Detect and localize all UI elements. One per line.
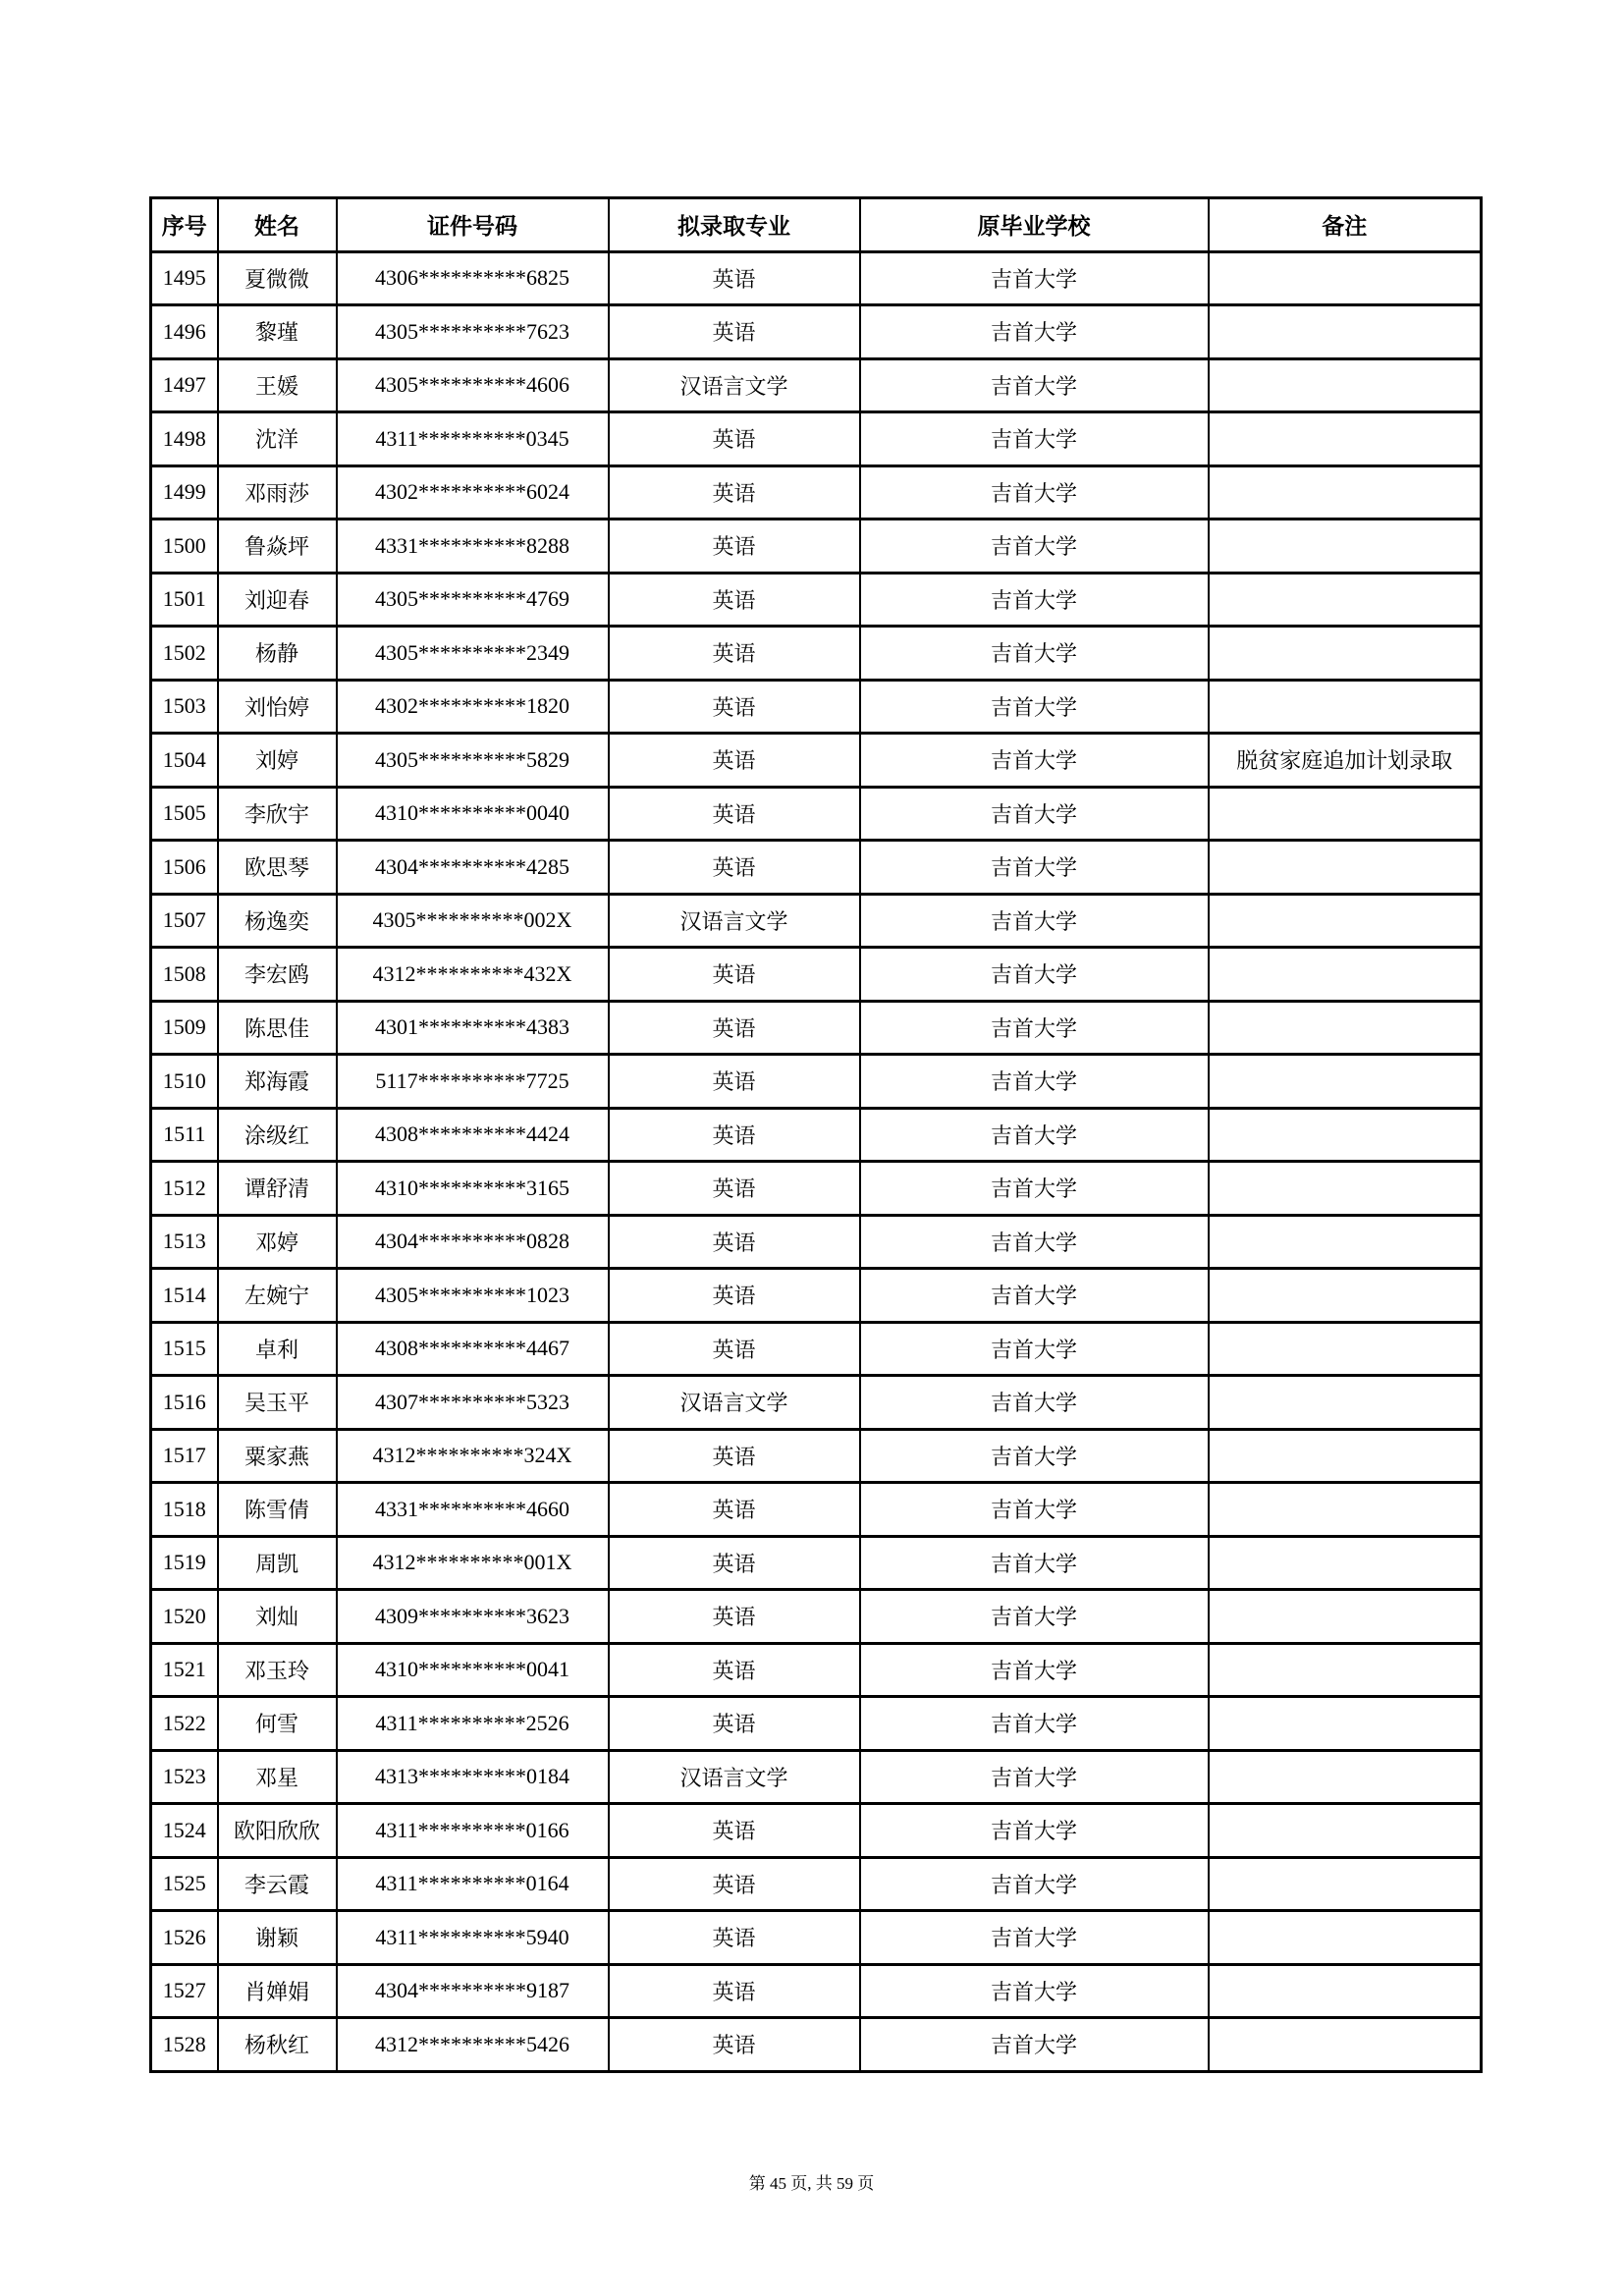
cell-id: 4305**********2349 [337, 627, 609, 681]
table-row [151, 305, 1482, 359]
cell-school: 吉首大学 [860, 1269, 1209, 1323]
cell-major: 英语 [609, 305, 860, 359]
cell-remark [1209, 1429, 1482, 1483]
cell-remark [1209, 1269, 1482, 1323]
table-body [151, 251, 1482, 2071]
cell-major: 英语 [609, 1483, 860, 1537]
cell-remark [1209, 1697, 1482, 1751]
cell-remark [1209, 948, 1482, 1002]
cell-id: 4302**********6024 [337, 465, 609, 519]
cell-id: 4312**********5426 [337, 2018, 609, 2072]
cell-school: 吉首大学 [860, 680, 1209, 734]
cell-seq: 1526 [151, 1911, 218, 1965]
cell-remark [1209, 1536, 1482, 1590]
cell-school: 吉首大学 [860, 1964, 1209, 2018]
cell-id: 4305**********7623 [337, 305, 609, 359]
cell-id: 4309**********3623 [337, 1590, 609, 1644]
table-row [151, 412, 1482, 466]
cell-name: 周凯 [218, 1536, 337, 1590]
cell-school: 吉首大学 [860, 787, 1209, 841]
cell-major: 英语 [609, 787, 860, 841]
cell-school: 吉首大学 [860, 1536, 1209, 1590]
cell-remark [1209, 1108, 1482, 1162]
cell-major: 英语 [609, 465, 860, 519]
cell-major: 英语 [609, 251, 860, 305]
cell-seq: 1498 [151, 412, 218, 466]
cell-name: 欧思琴 [218, 841, 337, 895]
cell-id: 4313**********0184 [337, 1750, 609, 1804]
table-row [151, 1108, 1482, 1162]
cell-major: 英语 [609, 1108, 860, 1162]
table-row [151, 358, 1482, 412]
cell-seq: 1512 [151, 1162, 218, 1216]
cell-seq: 1506 [151, 841, 218, 895]
cell-name: 卓利 [218, 1322, 337, 1376]
table-row [151, 1643, 1482, 1697]
cell-major: 英语 [609, 1055, 860, 1109]
cell-school: 吉首大学 [860, 412, 1209, 466]
cell-seq: 1508 [151, 948, 218, 1002]
table-row [151, 1857, 1482, 1911]
cell-remark [1209, 1162, 1482, 1216]
cell-seq: 1520 [151, 1590, 218, 1644]
cell-seq: 1503 [151, 680, 218, 734]
cell-remark [1209, 1001, 1482, 1055]
cell-id: 4310**********0041 [337, 1643, 609, 1697]
cell-school: 吉首大学 [860, 1376, 1209, 1430]
cell-major: 英语 [609, 1804, 860, 1858]
table-row [151, 1162, 1482, 1216]
table-row [151, 1215, 1482, 1269]
cell-seq: 1527 [151, 1964, 218, 2018]
cell-name: 沈洋 [218, 412, 337, 466]
cell-name: 郑海霞 [218, 1055, 337, 1109]
cell-major: 英语 [609, 1429, 860, 1483]
cell-seq: 1501 [151, 573, 218, 627]
cell-name: 刘婷 [218, 734, 337, 788]
cell-remark [1209, 1055, 1482, 1109]
table-row [151, 1376, 1482, 1430]
table-row [151, 948, 1482, 1002]
cell-remark [1209, 1804, 1482, 1858]
cell-id: 4308**********4424 [337, 1108, 609, 1162]
cell-name: 何雪 [218, 1697, 337, 1751]
table-row [151, 1322, 1482, 1376]
cell-remark [1209, 627, 1482, 681]
cell-seq: 1517 [151, 1429, 218, 1483]
cell-school: 吉首大学 [860, 1215, 1209, 1269]
cell-seq: 1518 [151, 1483, 218, 1537]
cell-school: 吉首大学 [860, 1322, 1209, 1376]
cell-name: 左婉宁 [218, 1269, 337, 1323]
cell-remark [1209, 1857, 1482, 1911]
cell-name: 李欣宇 [218, 787, 337, 841]
cell-major: 汉语言文学 [609, 358, 860, 412]
cell-major: 英语 [609, 1857, 860, 1911]
cell-major: 英语 [609, 519, 860, 574]
cell-major: 英语 [609, 1964, 860, 2018]
table-row [151, 841, 1482, 895]
cell-seq: 1509 [151, 1001, 218, 1055]
cell-seq: 1497 [151, 358, 218, 412]
cell-major: 英语 [609, 627, 860, 681]
cell-seq: 1524 [151, 1804, 218, 1858]
cell-remark [1209, 787, 1482, 841]
cell-seq: 1495 [151, 251, 218, 305]
cell-remark: 脱贫家庭追加计划录取 [1209, 734, 1482, 788]
cell-school: 吉首大学 [860, 465, 1209, 519]
table-row [151, 1429, 1482, 1483]
table-row [151, 1001, 1482, 1055]
cell-school: 吉首大学 [860, 358, 1209, 412]
cell-school: 吉首大学 [860, 841, 1209, 895]
cell-school: 吉首大学 [860, 305, 1209, 359]
cell-remark [1209, 412, 1482, 466]
cell-major: 英语 [609, 1643, 860, 1697]
cell-remark [1209, 841, 1482, 895]
cell-id: 5117**********7725 [337, 1055, 609, 1109]
table-row [151, 2018, 1482, 2072]
cell-remark [1209, 1483, 1482, 1537]
cell-id: 4304**********0828 [337, 1215, 609, 1269]
cell-remark [1209, 680, 1482, 734]
cell-id: 4312**********432X [337, 948, 609, 1002]
cell-school: 吉首大学 [860, 519, 1209, 574]
cell-school: 吉首大学 [860, 2018, 1209, 2072]
cell-id: 4311**********0345 [337, 412, 609, 466]
cell-school: 吉首大学 [860, 1750, 1209, 1804]
cell-id: 4312**********324X [337, 1429, 609, 1483]
table-row [151, 1911, 1482, 1965]
cell-name: 王媛 [218, 358, 337, 412]
cell-school: 吉首大学 [860, 1108, 1209, 1162]
cell-major: 英语 [609, 1215, 860, 1269]
cell-id: 4305**********002X [337, 894, 609, 948]
cell-school: 吉首大学 [860, 1001, 1209, 1055]
cell-remark [1209, 2018, 1482, 2072]
cell-school: 吉首大学 [860, 894, 1209, 948]
cell-remark [1209, 1376, 1482, 1430]
table-row [151, 1750, 1482, 1804]
cell-seq: 1528 [151, 2018, 218, 2072]
header-name: 姓名 [218, 198, 337, 252]
cell-name: 邓玉玲 [218, 1643, 337, 1697]
table-row [151, 1964, 1482, 2018]
cell-id: 4304**********9187 [337, 1964, 609, 2018]
cell-seq: 1500 [151, 519, 218, 574]
cell-id: 4305**********4769 [337, 573, 609, 627]
cell-id: 4305**********4606 [337, 358, 609, 412]
cell-name: 邓婷 [218, 1215, 337, 1269]
header-id: 证件号码 [337, 198, 609, 252]
table-row [151, 787, 1482, 841]
cell-seq: 1525 [151, 1857, 218, 1911]
header-school: 原毕业学校 [860, 198, 1209, 252]
cell-remark [1209, 305, 1482, 359]
cell-id: 4331**********4660 [337, 1483, 609, 1537]
page-number-footer: 第 45 页, 共 59 页 [748, 2174, 875, 2193]
cell-seq: 1496 [151, 305, 218, 359]
cell-name: 吴玉平 [218, 1376, 337, 1430]
admission-roster-table [149, 196, 1483, 2073]
cell-school: 吉首大学 [860, 1483, 1209, 1537]
cell-name: 刘怡婷 [218, 680, 337, 734]
cell-major: 汉语言文学 [609, 894, 860, 948]
table-row [151, 1804, 1482, 1858]
cell-seq: 1516 [151, 1376, 218, 1430]
cell-school: 吉首大学 [860, 1429, 1209, 1483]
cell-seq: 1514 [151, 1269, 218, 1323]
cell-name: 杨秋红 [218, 2018, 337, 2072]
table-row [151, 251, 1482, 305]
cell-name: 鲁焱坪 [218, 519, 337, 574]
cell-seq: 1521 [151, 1643, 218, 1697]
cell-school: 吉首大学 [860, 1643, 1209, 1697]
table-row [151, 573, 1482, 627]
cell-seq: 1522 [151, 1697, 218, 1751]
header-remark: 备注 [1209, 198, 1482, 252]
cell-major: 汉语言文学 [609, 1750, 860, 1804]
cell-id: 4331**********8288 [337, 519, 609, 574]
cell-id: 4301**********4383 [337, 1001, 609, 1055]
cell-seq: 1515 [151, 1322, 218, 1376]
cell-major: 英语 [609, 1162, 860, 1216]
cell-school: 吉首大学 [860, 948, 1209, 1002]
cell-name: 李宏鸥 [218, 948, 337, 1002]
cell-seq: 1504 [151, 734, 218, 788]
table-row [151, 734, 1482, 788]
cell-id: 4310**********3165 [337, 1162, 609, 1216]
cell-name: 陈思佳 [218, 1001, 337, 1055]
cell-school: 吉首大学 [860, 734, 1209, 788]
table-row [151, 1269, 1482, 1323]
cell-major: 英语 [609, 948, 860, 1002]
table-row [151, 465, 1482, 519]
cell-id: 4310**********0040 [337, 787, 609, 841]
cell-name: 刘灿 [218, 1590, 337, 1644]
cell-major: 英语 [609, 2018, 860, 2072]
table-header-row [151, 198, 1482, 252]
cell-school: 吉首大学 [860, 251, 1209, 305]
cell-id: 4306**********6825 [337, 251, 609, 305]
cell-seq: 1499 [151, 465, 218, 519]
cell-remark [1209, 1964, 1482, 2018]
cell-name: 邓雨莎 [218, 465, 337, 519]
cell-remark [1209, 1215, 1482, 1269]
cell-seq: 1507 [151, 894, 218, 948]
cell-name: 刘迎春 [218, 573, 337, 627]
cell-major: 英语 [609, 412, 860, 466]
cell-major: 英语 [609, 1269, 860, 1323]
cell-major: 英语 [609, 1536, 860, 1590]
cell-major: 英语 [609, 1001, 860, 1055]
cell-seq: 1510 [151, 1055, 218, 1109]
cell-major: 英语 [609, 1322, 860, 1376]
cell-major: 英语 [609, 1911, 860, 1965]
cell-remark [1209, 1911, 1482, 1965]
cell-name: 涂级红 [218, 1108, 337, 1162]
cell-name: 邓星 [218, 1750, 337, 1804]
cell-remark [1209, 573, 1482, 627]
cell-id: 4304**********4285 [337, 841, 609, 895]
header-major: 拟录取专业 [609, 198, 860, 252]
cell-name: 欧阳欣欣 [218, 1804, 337, 1858]
cell-school: 吉首大学 [860, 627, 1209, 681]
cell-remark [1209, 519, 1482, 574]
cell-name: 杨静 [218, 627, 337, 681]
cell-major: 英语 [609, 1697, 860, 1751]
cell-seq: 1502 [151, 627, 218, 681]
table-row [151, 627, 1482, 681]
cell-school: 吉首大学 [860, 1055, 1209, 1109]
table-row [151, 1055, 1482, 1109]
cell-school: 吉首大学 [860, 1697, 1209, 1751]
cell-id: 4308**********4467 [337, 1322, 609, 1376]
cell-id: 4311**********5940 [337, 1911, 609, 1965]
cell-name: 杨逸奕 [218, 894, 337, 948]
table-row [151, 519, 1482, 574]
cell-major: 汉语言文学 [609, 1376, 860, 1430]
cell-remark [1209, 1590, 1482, 1644]
cell-school: 吉首大学 [860, 573, 1209, 627]
cell-id: 4302**********1820 [337, 680, 609, 734]
cell-remark [1209, 251, 1482, 305]
table-row [151, 1483, 1482, 1537]
cell-school: 吉首大学 [860, 1857, 1209, 1911]
cell-school: 吉首大学 [860, 1911, 1209, 1965]
cell-name: 谭舒清 [218, 1162, 337, 1216]
cell-school: 吉首大学 [860, 1804, 1209, 1858]
cell-seq: 1505 [151, 787, 218, 841]
table-row [151, 1697, 1482, 1751]
cell-seq: 1523 [151, 1750, 218, 1804]
cell-remark [1209, 1322, 1482, 1376]
table-row [151, 1536, 1482, 1590]
cell-name: 粟家燕 [218, 1429, 337, 1483]
cell-major: 英语 [609, 841, 860, 895]
cell-id: 4307**********5323 [337, 1376, 609, 1430]
cell-name: 陈雪倩 [218, 1483, 337, 1537]
cell-remark [1209, 1643, 1482, 1697]
cell-id: 4312**********001X [337, 1536, 609, 1590]
cell-seq: 1511 [151, 1108, 218, 1162]
cell-id: 4311**********0164 [337, 1857, 609, 1911]
cell-remark [1209, 465, 1482, 519]
cell-seq: 1513 [151, 1215, 218, 1269]
cell-name: 夏微微 [218, 251, 337, 305]
cell-school: 吉首大学 [860, 1590, 1209, 1644]
cell-remark [1209, 894, 1482, 948]
cell-major: 英语 [609, 734, 860, 788]
table-row [151, 894, 1482, 948]
cell-major: 英语 [609, 1590, 860, 1644]
table-row [151, 680, 1482, 734]
cell-name: 李云霞 [218, 1857, 337, 1911]
cell-remark [1209, 1750, 1482, 1804]
cell-major: 英语 [609, 680, 860, 734]
cell-id: 4311**********0166 [337, 1804, 609, 1858]
cell-id: 4305**********1023 [337, 1269, 609, 1323]
cell-name: 谢颖 [218, 1911, 337, 1965]
cell-id: 4305**********5829 [337, 734, 609, 788]
table-row [151, 1590, 1482, 1644]
header-seq: 序号 [151, 198, 218, 252]
cell-name: 肖婵娟 [218, 1964, 337, 2018]
cell-major: 英语 [609, 573, 860, 627]
cell-seq: 1519 [151, 1536, 218, 1590]
cell-id: 4311**********2526 [337, 1697, 609, 1751]
cell-name: 黎瑾 [218, 305, 337, 359]
cell-school: 吉首大学 [860, 1162, 1209, 1216]
cell-remark [1209, 358, 1482, 412]
